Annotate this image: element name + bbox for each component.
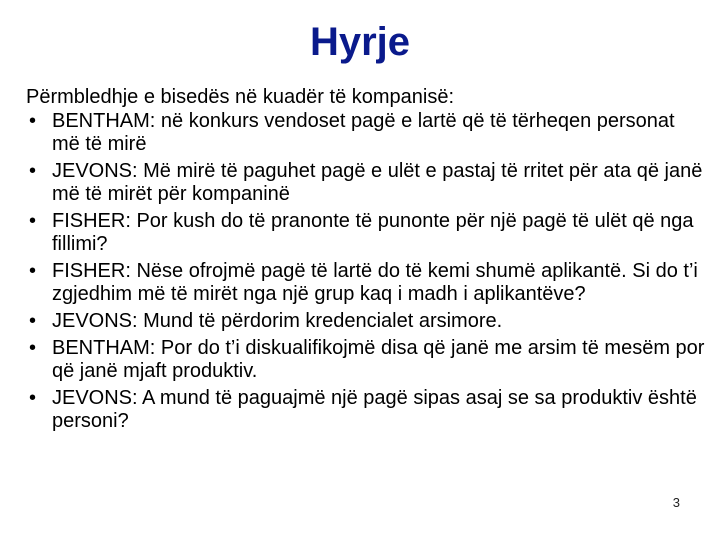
bullet-text: JEVONS: A mund të paguajmë një pagë sipas asaj se sa produktiv është personi? xyxy=(52,387,697,432)
bullet-icon: • xyxy=(29,310,37,332)
bullet-text: FISHER: Por kush do të pranonte të punonte për një pagë të ulët që nga fillimi? xyxy=(52,210,694,255)
list-item xyxy=(26,387,706,433)
bullet-icon: • xyxy=(29,210,37,232)
bullet-icon: • xyxy=(29,387,37,409)
bullet-text: JEVONS: Mund të përdorim kredencialet arsimore. xyxy=(52,310,503,332)
list-item xyxy=(26,337,706,383)
bullet-icon: • xyxy=(29,337,37,359)
bullet-text: JEVONS: Më mirë të paguhet pagë e ulët e pastaj të rritet për ata që janë më të mirët për kompaninë xyxy=(52,160,703,205)
intro-text: Përmbledhje e bisedës në kuadër të kompanisë: xyxy=(26,86,455,108)
slide-title: Hyrje xyxy=(309,20,411,64)
bullet-icon: • xyxy=(29,260,37,282)
list-item xyxy=(26,160,706,206)
list-item xyxy=(26,110,706,156)
slide-content xyxy=(26,86,706,437)
bullet-text: BENTHAM: Por do t’i diskualifikojmë disa që janë me arsim të mesëm por që janë mjaft produktiv. xyxy=(52,337,705,382)
bullet-list xyxy=(26,110,706,433)
list-item xyxy=(26,310,706,333)
list-item xyxy=(26,260,706,306)
bullet-text: BENTHAM: në konkurs vendoset pagë e lartë që të tërheqen personat më të mirë xyxy=(52,110,675,155)
page-number: 3 xyxy=(672,495,680,510)
bullet-icon: • xyxy=(29,160,37,182)
bullet-icon: • xyxy=(29,110,37,132)
list-item xyxy=(26,210,706,256)
bullet-text: FISHER: Nëse ofrojmë pagë të lartë do të kemi shumë aplikantë. Si do t’i zgjedhim më të mirët nga një grup kaq i madh i aplikantëve? xyxy=(52,260,698,305)
